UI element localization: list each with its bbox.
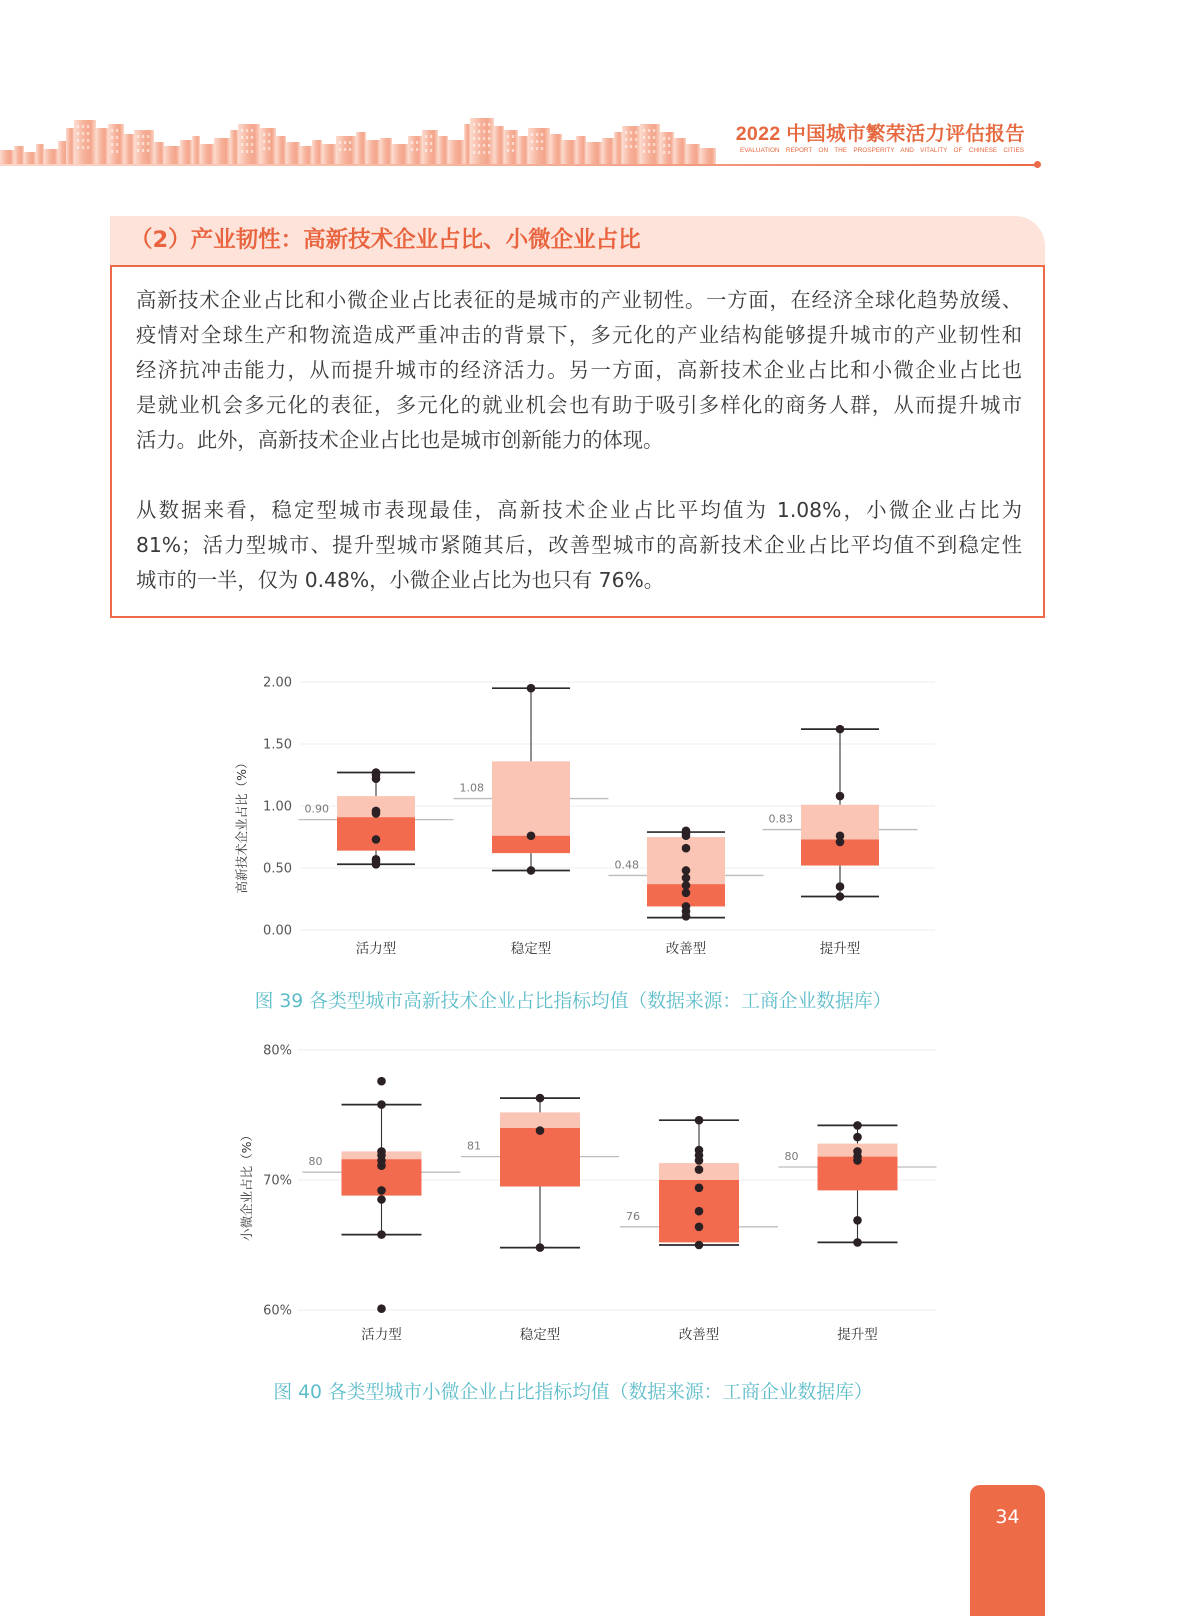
skyline-window	[507, 135, 509, 138]
skyline-window	[82, 146, 84, 149]
skyline-window	[241, 143, 243, 146]
data-point	[682, 889, 691, 898]
skyline-window	[512, 142, 514, 145]
data-point	[372, 774, 381, 783]
skyline-window	[478, 123, 480, 126]
data-point	[377, 1230, 386, 1239]
page-number-box	[970, 1485, 1045, 1616]
mean-label: 76	[626, 1209, 640, 1223]
skyline-building	[286, 142, 300, 164]
skyline-window	[111, 129, 113, 132]
paragraph-line: 疫情对全球生产和物流造成严重冲击的背景下，多元化的产业结构能够提升城市的产业韧性和	[136, 323, 1022, 347]
skyline-window	[531, 140, 533, 143]
x-category-label: 改善型	[665, 941, 707, 957]
skyline-window	[488, 144, 490, 147]
y-axis-title: 小微企业占比（%）	[239, 1129, 254, 1241]
data-point	[372, 835, 381, 844]
skyline-building	[164, 146, 180, 164]
paragraph-line: 81%；活力型城市、提升型城市紧随其后，改善型城市的高新技术企业占比平均值不到稳定性	[136, 533, 1022, 557]
skyline-building	[448, 140, 464, 164]
skyline-window	[483, 151, 485, 154]
skyline-building	[700, 148, 716, 164]
skyline-window	[251, 150, 253, 153]
data-point	[836, 882, 845, 891]
skyline-window	[653, 129, 655, 132]
skyline-window	[473, 123, 475, 126]
mean-label: 80	[308, 1155, 323, 1169]
figure-caption: 图 40 各类型城市小微企业占比指标均值（数据来源：工商企业数据库）	[273, 1382, 873, 1403]
skyline-window	[344, 148, 346, 151]
data-point	[536, 1243, 545, 1252]
skyline-window	[630, 145, 632, 148]
paragraph	[136, 283, 1022, 458]
skyline-window	[142, 135, 144, 138]
y-tick-label: 1.50	[263, 737, 292, 753]
box-lower-half	[500, 1128, 580, 1187]
skyline-building	[44, 149, 58, 164]
report-title: 2022 中国城市繁荣活力评估报告	[735, 123, 1025, 145]
x-category-label: 稳定型	[510, 941, 552, 957]
skyline-window	[483, 123, 485, 126]
data-point	[695, 1116, 704, 1125]
skyline-building	[192, 136, 200, 164]
data-point	[527, 831, 536, 840]
skyline-building	[614, 132, 622, 164]
skyline-building	[674, 138, 686, 164]
data-point	[527, 684, 536, 693]
skyline-window	[87, 125, 89, 128]
skyline-window	[541, 133, 543, 136]
skyline-building	[392, 144, 408, 164]
skyline-building	[464, 124, 470, 164]
y-tick-label: 0.50	[263, 861, 292, 877]
data-point	[695, 1156, 704, 1165]
skyline-window	[116, 136, 118, 139]
box-upper-half	[500, 1112, 580, 1128]
data-point	[682, 881, 691, 890]
mean-label: 1.08	[459, 781, 484, 795]
data-point	[372, 860, 381, 869]
skyline-window	[111, 143, 113, 146]
skyline-building	[154, 142, 164, 164]
data-point	[377, 1195, 386, 1204]
skyline-window	[643, 150, 645, 153]
skyline-window	[625, 131, 627, 134]
skyline-window	[507, 149, 509, 152]
page-number: 34	[995, 1506, 1020, 1528]
skyline-window	[625, 145, 627, 148]
skyline-window	[507, 142, 509, 145]
skyline-window	[77, 132, 79, 135]
skyline-window	[541, 147, 543, 150]
data-point	[682, 831, 691, 840]
skyline-window	[635, 138, 637, 141]
data-point	[695, 1165, 704, 1174]
skyline-window	[483, 137, 485, 140]
skyline-building	[300, 146, 312, 164]
y-tick-label: 0.00	[263, 923, 292, 939]
skyline-window	[425, 142, 427, 145]
skyline-window	[430, 149, 432, 152]
data-point	[695, 1223, 704, 1232]
skyline-window	[668, 151, 670, 154]
skyline-building	[14, 146, 24, 164]
skyline-building	[356, 132, 366, 164]
skyline-window	[246, 129, 248, 132]
skyline-window	[425, 135, 427, 138]
skyline-window	[111, 136, 113, 139]
skyline-window	[663, 137, 665, 140]
data-point	[695, 1184, 704, 1193]
data-point	[853, 1121, 862, 1130]
mean-label: 0.90	[304, 802, 329, 816]
y-axis-title: 高新技术企业占比（%）	[234, 756, 249, 894]
skyline-window	[77, 146, 79, 149]
skyline-window	[82, 125, 84, 128]
skyline-window	[411, 141, 413, 144]
paragraph-line: 经济抗冲击能力，从而提升城市的经济活力。另一方面，高新技术企业占比和小微企业占比也	[136, 358, 1022, 382]
x-category-label: 活力型	[355, 941, 397, 957]
paragraph-line: 是就业机会多元化的表征，多元化的就业机会也有助于吸引多样化的商务人群，从而提升城市	[136, 393, 1022, 417]
section-heading: （2）产业韧性：高新技术企业占比、小微企业占比	[130, 227, 641, 253]
skyline-window	[268, 147, 270, 150]
skyline-building	[24, 152, 36, 164]
skyline-window	[488, 123, 490, 126]
skyline-window	[87, 132, 89, 135]
skyline-window	[116, 129, 118, 132]
skyline-window	[536, 140, 538, 143]
skyline-window	[147, 142, 149, 145]
skyline-window	[430, 142, 432, 145]
y-tick-label: 2.00	[263, 675, 292, 691]
skyline-building	[214, 138, 230, 164]
data-point	[527, 866, 536, 875]
skyline-window	[77, 139, 79, 142]
skyline-window	[512, 135, 514, 138]
mean-label: 0.48	[614, 858, 639, 872]
skyline-building	[380, 138, 392, 164]
skyline-window	[246, 143, 248, 146]
data-point	[836, 838, 845, 847]
skyline-window	[653, 143, 655, 146]
data-point	[377, 1304, 386, 1313]
data-point	[536, 1126, 545, 1135]
x-category-label: 改善型	[678, 1327, 720, 1343]
header-rule-dot	[1034, 161, 1041, 168]
data-point	[836, 725, 845, 734]
report-subtitle: EVALUATION REPORT ON THE PROSPERITY AND VITALITY OF CHINESE CITIES	[740, 147, 1024, 154]
skyline-window	[263, 147, 265, 150]
skyline-window	[635, 145, 637, 148]
skyline-building	[438, 136, 448, 164]
paragraph-line: 城市的一半，仅为 0.48%，小微企业占比为也只有 76%。	[136, 568, 665, 592]
skyline-window	[263, 140, 265, 143]
x-category-label: 提升型	[837, 1327, 878, 1343]
skyline-window	[512, 149, 514, 152]
section-heading-band	[110, 216, 1045, 265]
skyline-building	[518, 136, 528, 164]
skyline-window	[263, 133, 265, 136]
skyline-window	[663, 144, 665, 147]
skyline-window	[635, 131, 637, 134]
skyline-window	[416, 148, 418, 151]
skyline-window	[111, 150, 113, 153]
skyline-window	[648, 143, 650, 146]
skyline-window	[483, 130, 485, 133]
skyline-window	[416, 141, 418, 144]
skyline-window	[488, 151, 490, 154]
skyline-window	[142, 142, 144, 145]
skyline-window	[630, 138, 632, 141]
skyline-window	[339, 148, 341, 151]
skyline-window	[251, 129, 253, 132]
skyline-window	[77, 125, 79, 128]
skyline-window	[87, 139, 89, 142]
header-rule	[0, 164, 1038, 166]
skyline-building	[322, 144, 336, 164]
skyline-window	[137, 135, 139, 138]
skyline-window	[483, 144, 485, 147]
skyline-window	[142, 149, 144, 152]
skyline-window	[473, 137, 475, 140]
body-text-box	[110, 265, 1045, 618]
y-tick-label: 1.00	[263, 799, 292, 815]
data-point	[682, 912, 691, 921]
skyline-window	[648, 129, 650, 132]
skyline-window	[625, 138, 627, 141]
skyline-window	[643, 143, 645, 146]
skyline-window	[251, 136, 253, 139]
data-point	[682, 874, 691, 883]
skyline-building	[200, 144, 214, 164]
skyline-window	[531, 133, 533, 136]
data-point	[377, 1186, 386, 1195]
skyline-window	[425, 149, 427, 152]
skyline-building	[576, 136, 586, 164]
skyline-window	[663, 151, 665, 154]
data-point	[853, 1156, 862, 1165]
skyline-window	[653, 136, 655, 139]
skyline-building	[602, 138, 614, 164]
data-point	[853, 1216, 862, 1225]
skyline-window	[541, 140, 543, 143]
skyline-window	[643, 129, 645, 132]
skyline-window	[536, 147, 538, 150]
box-plot-small-micro-share	[220, 1035, 960, 1355]
skyline-building	[36, 144, 44, 164]
data-point	[836, 892, 845, 901]
skyline-window	[137, 142, 139, 145]
skyline-building	[504, 130, 518, 164]
skyline-window	[430, 135, 432, 138]
paragraph-line: 高新技术企业占比和小微企业占比表征的是城市的产业韧性。一方面，在经济全球化趋势放缓、	[136, 288, 1022, 312]
skyline-window	[246, 150, 248, 153]
paragraph-line: 从数据来看，稳定型城市表现最佳，高新技术企业占比平均值为 1.08%，小微企业占比为	[136, 498, 1022, 522]
skyline-building	[408, 136, 422, 164]
skyline-building	[562, 140, 576, 164]
skyline-window	[82, 132, 84, 135]
data-point	[372, 809, 381, 818]
skyline-window	[241, 136, 243, 139]
skyline-window	[147, 135, 149, 138]
skyline-window	[116, 150, 118, 153]
skyline-window	[246, 136, 248, 139]
skyline-building	[312, 140, 322, 164]
mean-label: 0.83	[768, 812, 793, 826]
skyline-window	[478, 130, 480, 133]
data-point	[377, 1161, 386, 1170]
skyline-window	[531, 147, 533, 150]
y-tick-label: 60%	[263, 1303, 292, 1319]
skyline-window	[268, 140, 270, 143]
skyline-window	[349, 141, 351, 144]
skyline-window	[344, 141, 346, 144]
skyline-window	[648, 136, 650, 139]
paragraph-line: 活力。此外，高新技术企业占比也是城市创新能力的体现。	[136, 428, 664, 452]
x-category-label: 活力型	[361, 1327, 402, 1343]
mean-label: 80	[784, 1150, 799, 1163]
skyline-window	[349, 148, 351, 151]
box-upper-half	[492, 761, 570, 835]
skyline-window	[668, 144, 670, 147]
skyline-window	[648, 150, 650, 153]
skyline-window	[653, 150, 655, 153]
data-point	[853, 1238, 862, 1247]
skyline-building	[230, 130, 238, 164]
y-tick-label: 80%	[263, 1043, 292, 1059]
skyline-window	[473, 144, 475, 147]
figure-caption: 图 39 各类型城市高新技术企业占比指标均值（数据来源：工商企业数据库）	[254, 991, 892, 1012]
skyline-window	[478, 137, 480, 140]
skyline-window	[536, 133, 538, 136]
skyline-window	[116, 143, 118, 146]
city-skyline-graphic	[0, 108, 720, 164]
skyline-window	[488, 130, 490, 133]
y-tick-label: 70%	[263, 1173, 292, 1189]
data-point	[682, 844, 691, 853]
skyline-building	[66, 128, 74, 164]
skyline-window	[473, 130, 475, 133]
skyline-building	[550, 134, 562, 164]
skyline-building	[276, 136, 286, 164]
skyline-window	[630, 131, 632, 134]
skyline-window	[87, 146, 89, 149]
skyline-window	[241, 129, 243, 132]
data-point	[377, 1100, 386, 1109]
skyline-window	[137, 149, 139, 152]
skyline-building	[180, 140, 192, 164]
data-point	[836, 792, 845, 801]
box-plot-high-tech-share	[220, 660, 960, 970]
skyline-window	[478, 151, 480, 154]
skyline-window	[668, 137, 670, 140]
data-point	[377, 1077, 386, 1086]
skyline-building	[494, 126, 504, 164]
skyline-window	[241, 150, 243, 153]
skyline-window	[643, 136, 645, 139]
skyline-building	[586, 142, 602, 164]
skyline-window	[411, 148, 413, 151]
skyline-window	[268, 133, 270, 136]
data-point	[536, 1094, 545, 1103]
data-point	[853, 1133, 862, 1142]
paragraph	[136, 493, 1022, 598]
skyline-window	[251, 143, 253, 146]
skyline-building	[124, 134, 134, 164]
skyline-window	[147, 149, 149, 152]
skyline-window	[478, 144, 480, 147]
data-point	[695, 1241, 704, 1250]
skyline-building	[96, 128, 108, 164]
skyline-building	[686, 144, 700, 164]
skyline-window	[82, 139, 84, 142]
data-point	[695, 1207, 704, 1216]
skyline-building	[660, 132, 674, 164]
x-category-label: 稳定型	[519, 1327, 561, 1343]
skyline-building	[366, 140, 380, 164]
skyline-window	[488, 137, 490, 140]
skyline-building	[0, 150, 14, 164]
box-lower-half	[337, 817, 415, 850]
mean-label: 81	[467, 1139, 481, 1153]
x-category-label: 提升型	[819, 941, 861, 957]
data-point	[682, 866, 691, 875]
skyline-window	[473, 151, 475, 154]
skyline-window	[339, 141, 341, 144]
